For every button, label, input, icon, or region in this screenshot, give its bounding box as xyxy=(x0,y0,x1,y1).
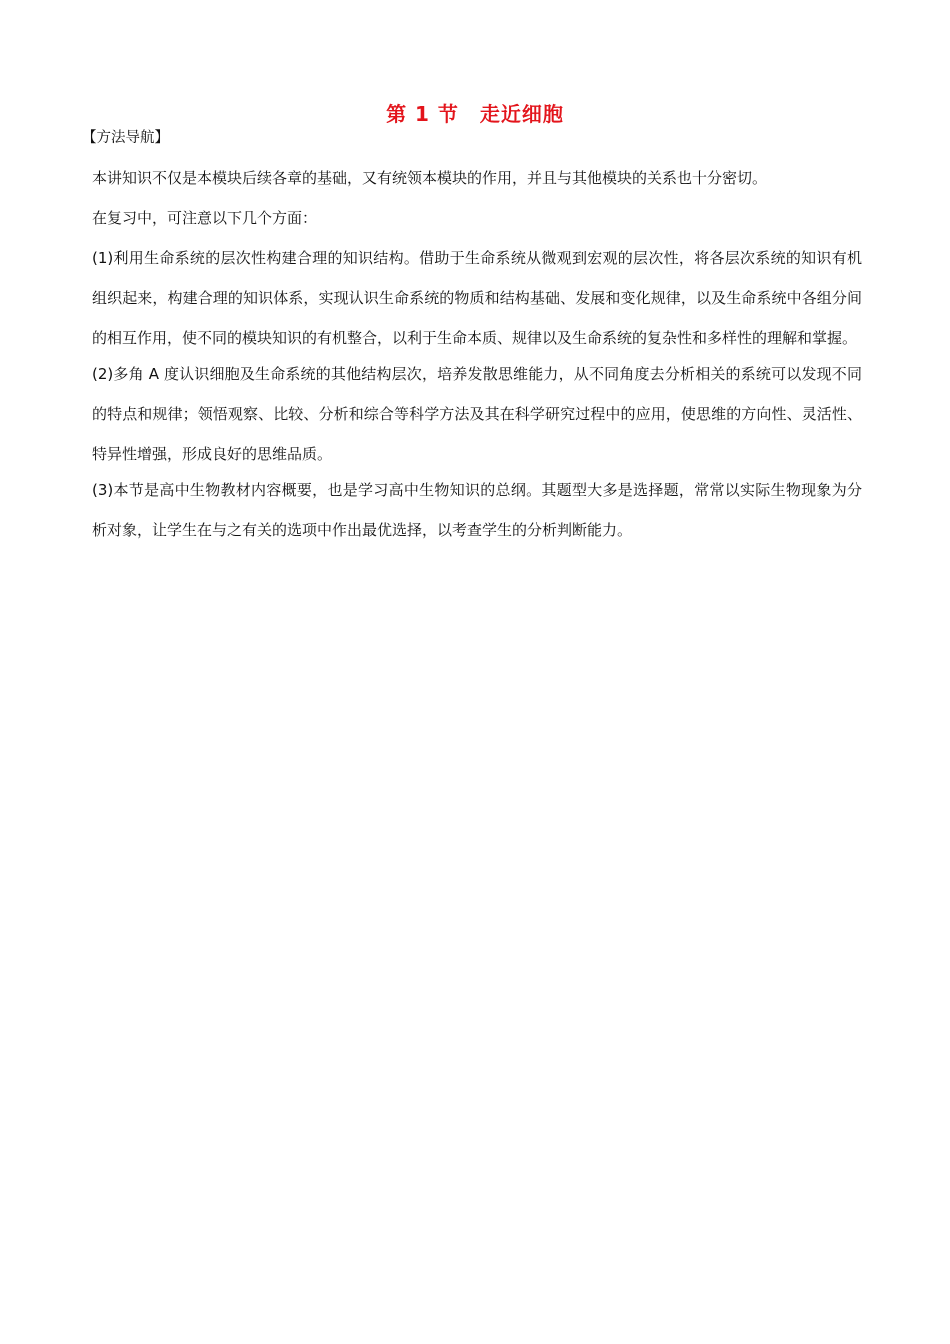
paragraph-point-3: (3)本节是高中生物教材内容概要，也是学习高中生物知识的总纲。其题型大多是选择题，常常以实际生物现象为分析对象，让学生在与之有关的选项中作出最优选择，以考查学生的分析判断能力。 xyxy=(92,481,862,539)
paragraph-intro: 本讲知识不仅是本模块后续各章的基础，又有统领本模块的作用，并且与其他模块的关系也十分密切。 xyxy=(92,169,768,187)
paragraph-point-1: (1)利用生命系统的层次性构建合理的知识结构。借助于生命系统从微观到宏观的层次性，将各层次系统的知识有机组织起来，构建合理的知识体系，实现认识生命系统的物质和结构基础、发展和变化规律，以及生命系统中各组分间的相互作用，使不同的模块知识的有机整合，以利于生命本质、规律以及生命系统的复杂性和多样性的理解和掌握。 xyxy=(92,249,862,347)
paragraph-point-2: (2)多角 A 度认识细胞及生命系统的其他结构层次，培养发散思维能力，从不同角度去分析相关的系统可以发现不同的特点和规律；领悟观察、比较、分析和综合等科学方法及其在科学研究过程中的应用，使思维的方向性、灵活性、特异性增强，形成良好的思维品质。 xyxy=(92,365,862,463)
document-body xyxy=(92,158,862,550)
section-label: 【方法导航】 xyxy=(82,130,169,146)
paragraph-review-lead: 在复习中，可注意以下几个方面： xyxy=(92,209,318,227)
page-title: 第 1 节 走近细胞 xyxy=(386,102,564,126)
